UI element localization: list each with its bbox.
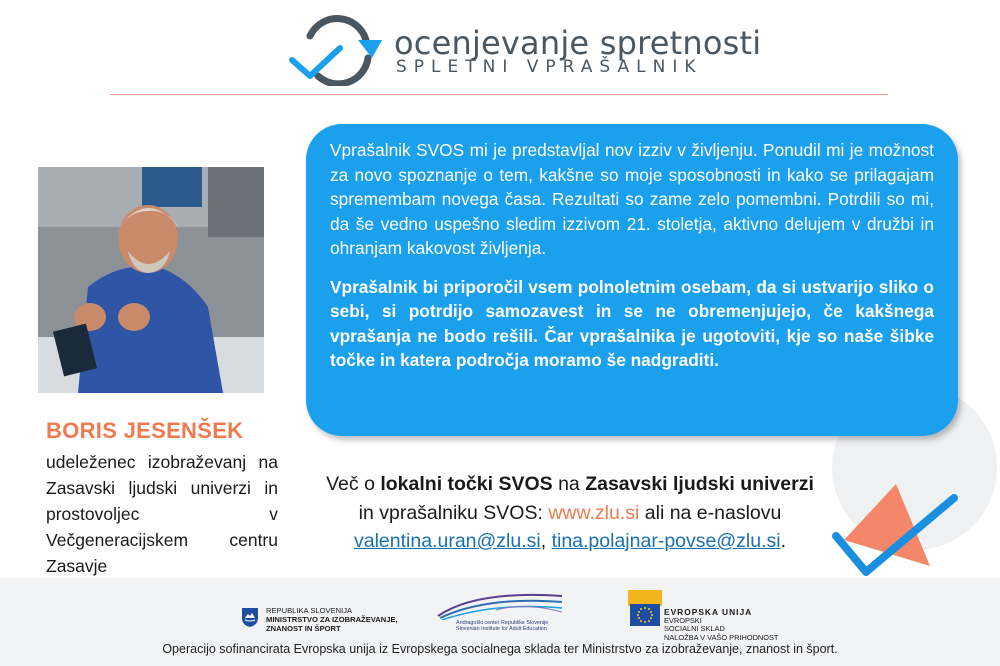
acs-logo-text: Andragoški center Republike Slovenije Slovenian Institute for Adult Education: [456, 620, 549, 633]
eu-logo-text: EVROPSKA UNIJA EVROPSKI SOCIALNI SKLAD NALOŽBA V VAŠO PRIHODNOST: [664, 607, 779, 642]
svos-logo: [288, 10, 762, 86]
ministry-logo-text: REPUBLIKA SLOVENIJA MINISTRSTVO ZA IZOBRAŽEVANJE, ZNANOST IN ŠPORT: [266, 606, 398, 634]
email-link-tina[interactable]: tina.polajnar-povse@zlu.si: [551, 530, 781, 552]
contact-line-3: valentina.uran@zlu.si, tina.polajnar-povse@zlu.si.: [354, 530, 786, 552]
logo-title: ocenjevanje spretnosti: [394, 24, 762, 62]
portrait-photo: [38, 167, 264, 393]
circular-arrows-checkmark-icon: [288, 10, 384, 86]
checkmark-triangle-icon: [826, 480, 960, 580]
acs-swoosh-icon: [436, 588, 566, 620]
website-link[interactable]: www.zlu.si: [548, 501, 640, 524]
testimonial-bubble: [306, 124, 958, 436]
funding-caption: Operacijo sofinancirata Evropska unija iz Evropskega socialnega sklada ter Ministrstvo za izobraževanje, znanost in šport.: [162, 642, 838, 656]
footer: [0, 578, 1000, 666]
email-link-valentina[interactable]: valentina.uran@zlu.si: [354, 530, 541, 552]
testimonial-paragraph: Vprašalnik SVOS mi je predstavljal nov izziv v življenju. Ponudil mi je možnost za novo spoznanje o tem, kakšne so moje sposobnosti in kako se prilagajam spremembam novega časa. Rezultati so zame zelo pomembni. Potrdili so mi, da še vedno uspešno sledim izzivom 21. stoletja, aktivno delujem v družbi in ohranjam kakovost življenja.: [330, 140, 934, 258]
person-role: udeleženec izobraževanj na Zasavski ljudski univerzi in prostovoljec v Večgeneracijskem centru Zasavje: [46, 452, 278, 576]
logo-subtitle: SPLETNI VPRAŠALNIK: [396, 57, 703, 77]
person-name: BORIS JESENŠEK: [46, 418, 244, 443]
eu-flag-icon: [628, 590, 662, 630]
header-divider: [110, 94, 888, 95]
contact-info: [300, 470, 840, 556]
slovenia-coat-of-arms-icon: [240, 606, 260, 628]
contact-line-1: Več o lokalni točki SVOS na Zasavski ljudski univerzi: [326, 473, 814, 495]
testimonial-recommendation: Vprašalnik bi priporočil vsem polnoletnim osebam, da si ustvarijo sliko o sebi, si potrdijo samozavest in se ne obremenjujejo, če kakšnega vprašanja ne bodo rešili. Čar vprašalnika je ugotoviti, kje so naše šibke točke in katera področja moramo še nadgraditi.: [330, 276, 934, 370]
contact-line-2: in vprašalniku SVOS: www.zlu.si ali na e-naslovu: [358, 501, 782, 524]
